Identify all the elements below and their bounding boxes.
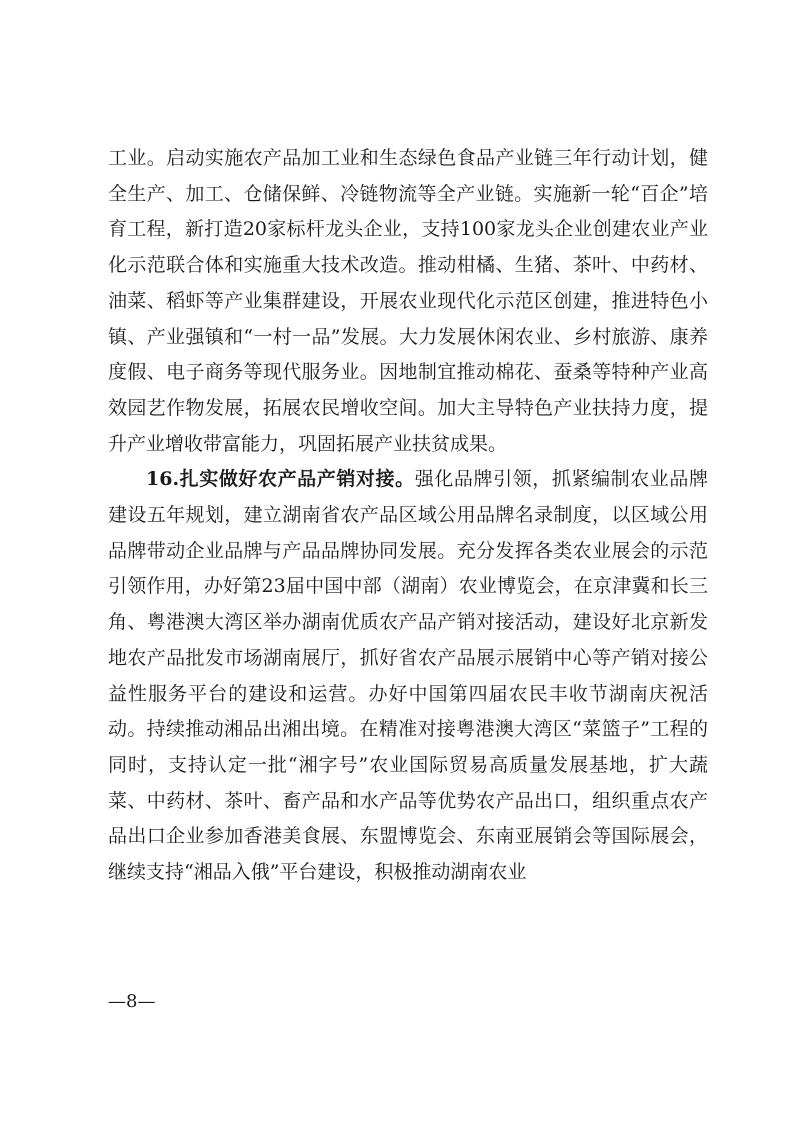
document-body [108, 141, 708, 891]
paragraph-industry-chain: 工业。启动实施农产品加工业和生态绿色食品产业链三年行动计划，健全生产、加工、仓储保鲜、冷链物流等全产业链。实施新一轮“百企”培育工程，新打造20家标杆龙头企业，支持100家龙头企业创建农业产业化示范联合体和实施重大技术改造。推动柑橘、生猪、茶叶、中药材、油菜、稻虾等产业集群建设，开展农业现代化示范区创建，推进特色小镇、产业强镇和“一村一品”发展。大力发展休闲农业、乡村旅游、康养度假、电子商务等现代服务业。因地制宜推动棉花、蚕桑等特种产业高效园艺作物发展，拓展农民增收空间。加大主导特色产业扶持力度，提升产业增收带富能力，巩固拓展产业扶贫成果。 [108, 147, 708, 455]
page-number: —8— [108, 991, 156, 1012]
section-16-body: 强化品牌引领，抓紧编制农业品牌建设五年规划，建立湖南省农产品区域公用品牌名录制度，以区域公用品牌带动企业品牌与产品品牌协同发展。充分发挥各类农业展会的示范引领作用，办好第23届中国中部（湖南）农业博览会，在京津冀和长三角、粤港澳大湾区举办湖南优质农产品产销对接活动，建设好北京新发地农产品批发市场湖南展厅，抓好省农产品展示展销中心等产销对接公益性服务平台的建设和运营。办好中国第四届农民丰收节湖南庆祝活动。持续推动湘品出湘出境。在精准对接粤港澳大湾区“菜篮子”工程的同时，支持认定一批“湘字号”农业国际贸易高质量发展基地，扩大蔬菜、中药材、茶叶、畜产品和水产品等优势农产品出口，组织重点农产品出口企业参加香港美食展、东盟博览会、东南亚展销会等国际展会，继续支持“湘品入俄”平台建设，积极推动湖南农业 [108, 468, 708, 884]
section-16-heading: 16.扎实做好农产品产销对接。 [146, 468, 415, 491]
paragraph-section-16 [108, 462, 708, 890]
